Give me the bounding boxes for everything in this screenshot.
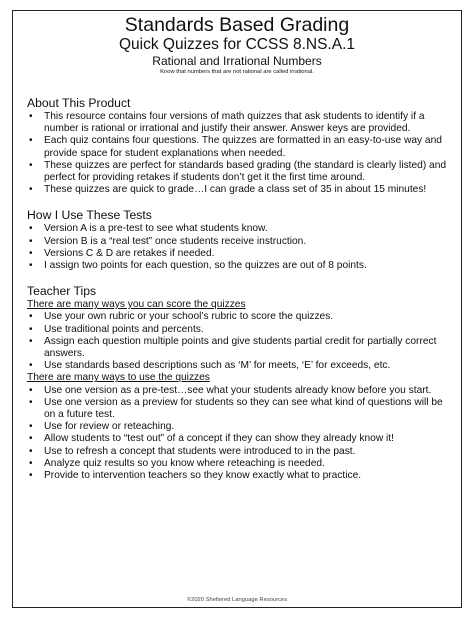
use-item: • Use for review or reteaching. [27, 421, 449, 433]
use-item: • Allow students to “test out” of a concept if they can show they already know it! [27, 433, 449, 445]
how-heading: How I Use These Tests [27, 208, 152, 223]
use-subheading: There are many ways to use the quizzes [27, 372, 210, 384]
use-list [27, 385, 449, 483]
standard-description: Know that numbers that are not rational are called irrational. [160, 69, 314, 75]
about-item: • These quizzes are perfect for standards based grading (the standard is clearly listed) and perfect for providing retakes if students don’t get it the first time around. [27, 160, 449, 184]
use-item: • Use to refresh a concept that students were introduced to in the past. [27, 446, 449, 458]
score-item: • Use your own rubric or your school’s rubric to score the quizzes. [27, 311, 449, 323]
use-item: • Provide to intervention teachers so they know exactly what to practice. [27, 470, 449, 482]
tips-heading: Teacher Tips [27, 284, 97, 299]
page-subtitle: Quick Quizzes for CCSS 8.NS.A.1 [118, 36, 356, 53]
score-item: • Use standards based descriptions such as ‘M’ for meets, ‘E’ for exceeds, etc. [27, 360, 449, 372]
about-heading: About This Product [27, 96, 131, 110]
how-item: • Versions C & D are retakes if needed. [27, 248, 449, 260]
about-item: • Each quiz contains four questions. The quizzes are formatted in an easy-to-use way and provide space for student explanations when needed. [27, 135, 449, 159]
about-item: • This resource contains four versions of math quizzes that ask students to identify if a number is rational or irrational and justify their answer. Answer keys are provided. [27, 111, 449, 135]
document-page [12, 10, 462, 608]
document-header [13, 11, 461, 76]
use-item: • Use one version as a preview for students so they can see what kind of questions will be on a future test. [27, 397, 449, 421]
how-list [27, 223, 449, 272]
score-item: • Use traditional points and percents. [27, 324, 449, 336]
use-item: • Analyze quiz results so you know where reteaching is needed. [27, 458, 449, 470]
about-item: • These quizzes are quick to grade…I can grade a class set of 35 in about 15 minutes! [27, 184, 449, 196]
score-subheading: There are many ways you can score the quizzes [27, 299, 246, 311]
use-item: • Use one version as a pre-test…see what your students already know before you start. [27, 385, 449, 397]
page-title: Standards Based Grading [124, 14, 350, 36]
document-body [13, 96, 461, 482]
score-list [27, 311, 449, 372]
topic-title: Rational and Irrational Numbers [152, 54, 322, 68]
how-item: • Version B is a “real test” once students receive instruction. [27, 236, 449, 248]
about-list [27, 111, 449, 196]
how-item: • Version A is a pre-test to see what students know. [27, 223, 449, 235]
score-item: • Assign each question multiple points and give students partial credit for partially correct answers. [27, 336, 449, 360]
copyright-footer: ©2020 Sheltered Language Resources [186, 597, 288, 603]
how-item: • I assign two points for each question, so the quizzes are out of 8 points. [27, 260, 449, 272]
